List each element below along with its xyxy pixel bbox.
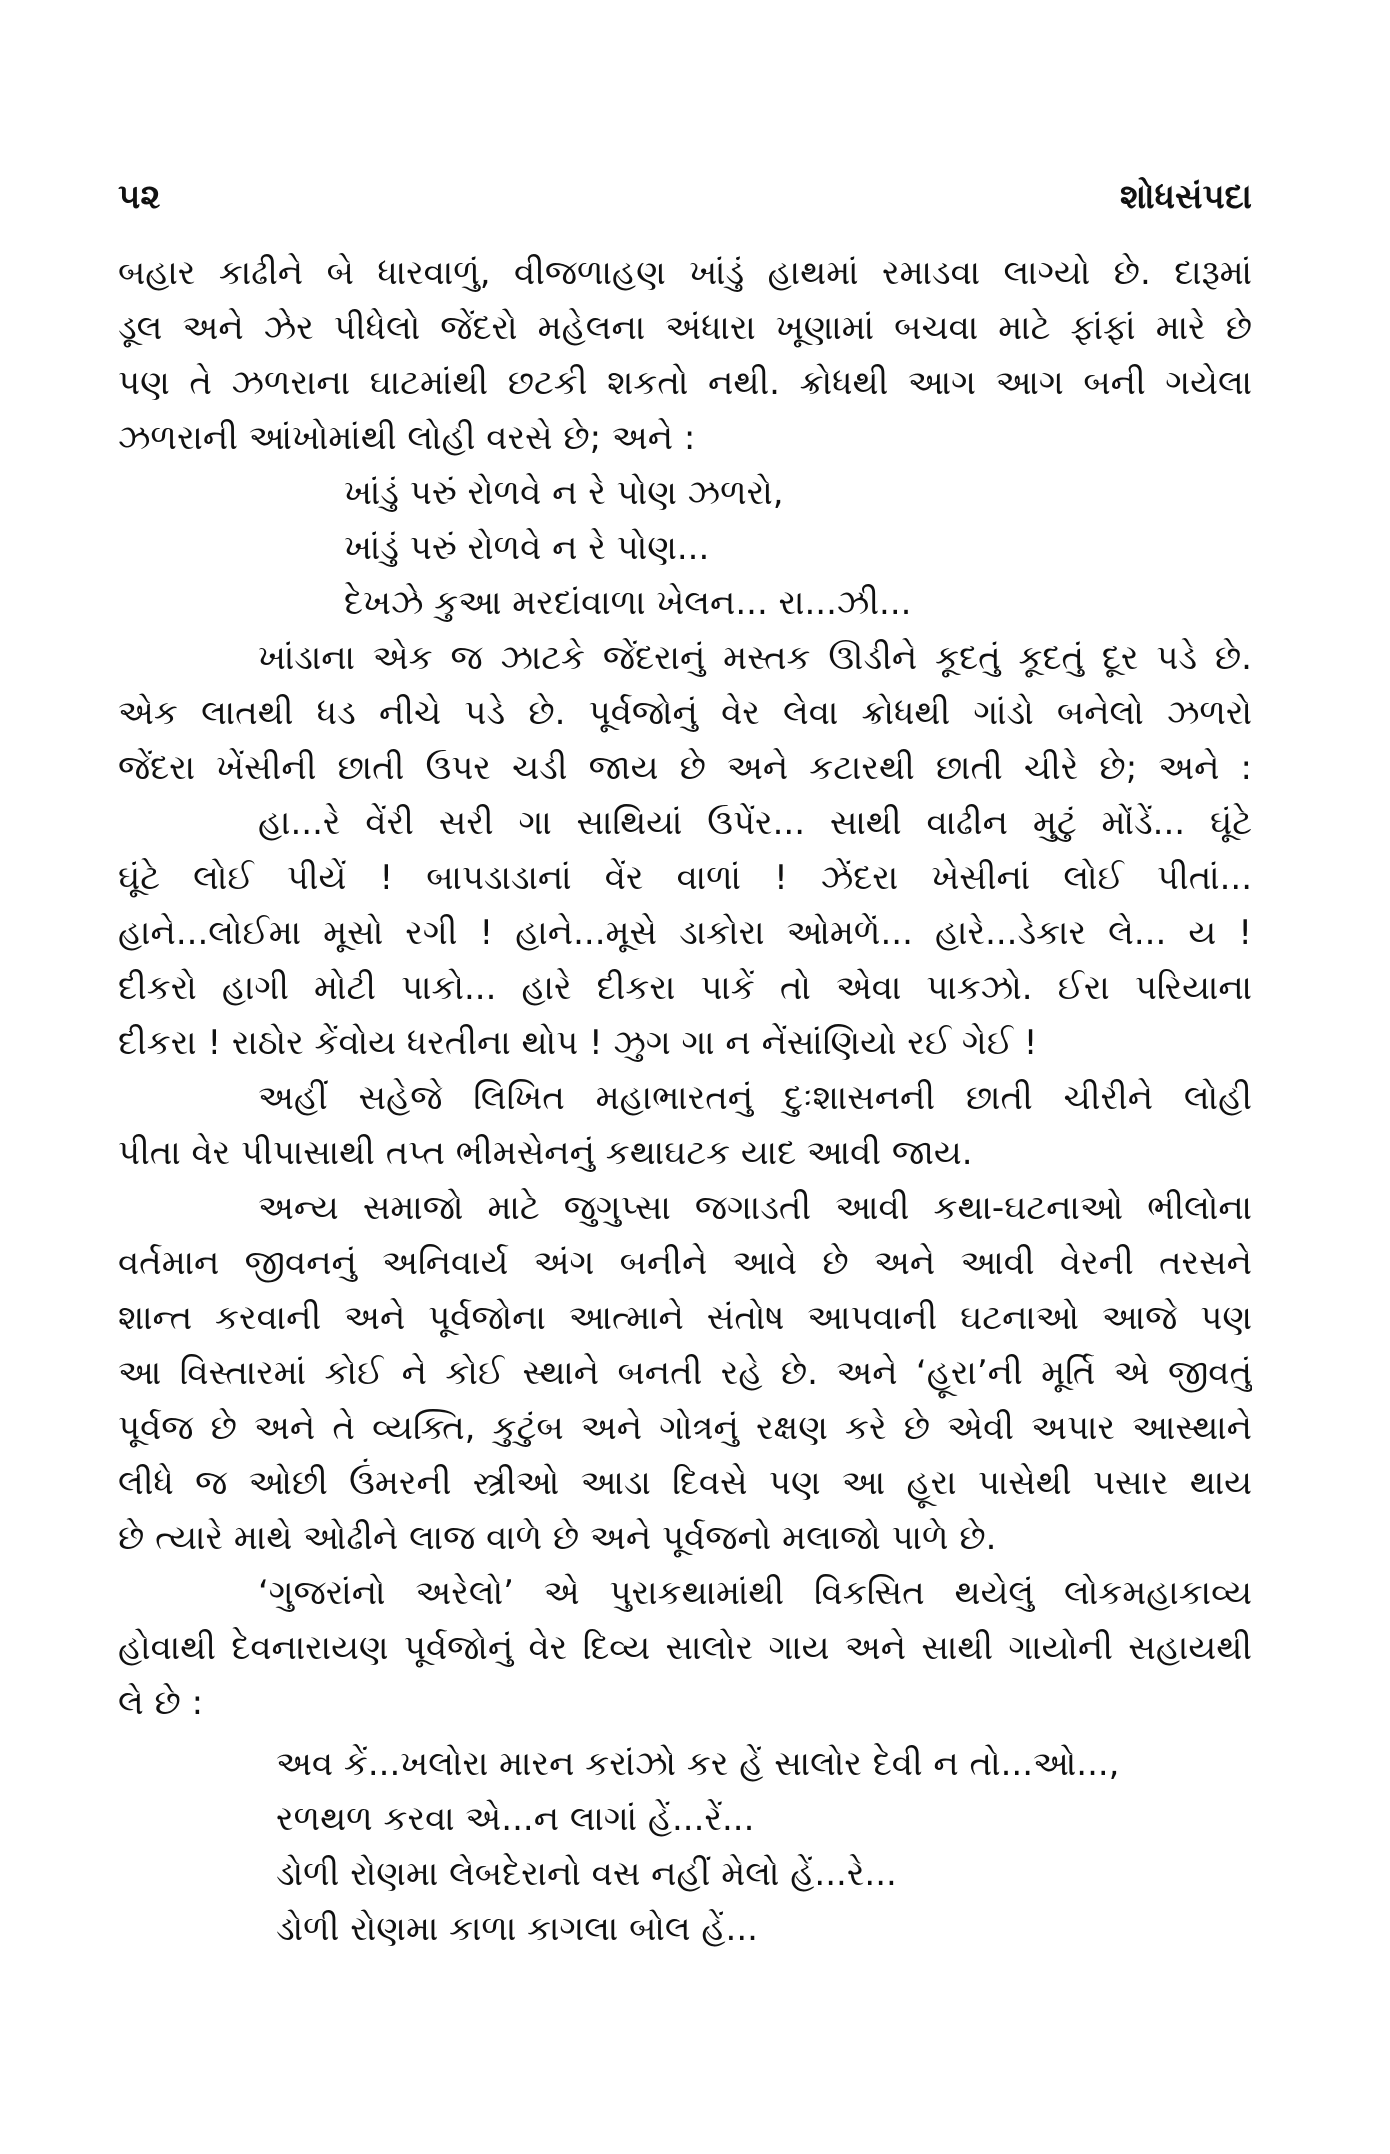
text-line: દીકરો હાગી મોટી પાકો... હારે દીકરા પાકેં તો એવા પાકઝો. ઈરા પરિયાના [118,968,1252,1008]
verse-block-1 [118,466,1252,631]
text-line: આ વિસ્તારમાં કોઈ ને કોઈ સ્થાને બનતી રહે છે. અને ‘હૂરા’ની મૂર્તિ એ જીવતું [118,1353,1252,1393]
text-line: ખાંડાના એક જ ઝાટકે જેંદરાનું મસ્તક ઊડીને કૂદતું કૂદતું દૂર પડે છે. [258,638,1252,678]
text-line: જેંદરા ખેંસીની છાતી ઉપર ચડી જાય છે અને કટારથી છાતી ચીરે છે; અને : [118,748,1252,788]
verse-line: રળથળ કરવા એ...ન લાગાં હેં...રેં... [276,1799,755,1839]
paragraph-1 [118,246,1252,466]
text-line: અહીં સહેજે લિખિત મહાભારતનું દુઃશાસનની છાતી ચીરીને લોહી [258,1078,1252,1118]
text-line: છે ત્યારે માથે ઓઢીને લાજ વાળે છે અને પૂર્વજનો મલાજો પાળે છે. [118,1518,997,1558]
verse-line: ડોળી રોણમા કાળા કાગલા બોલ હેં... [276,1909,758,1949]
verse-line: ખાંડું પરું રોળવે ન રે પોણ ઝળરો, [344,473,784,513]
text-line: હાને...લોઈમા મૂસો રગી ! હાને...મૂસે ડાકોરા ઓમળેં... હારે...ડેકાર લે... ય ! [118,913,1252,953]
paragraph-6 [118,1566,1252,1731]
text-line: એક લાતથી ધડ નીચે પડે છે. પૂર્વજોનું વેર લેવા ક્રોધથી ગાંડો બનેલો ઝળરો [118,693,1252,733]
text-line: લે છે : [118,1683,204,1723]
dialect-quote [118,796,1252,1071]
text-line: પીતા વેર પીપાસાથી તપ્ત ભીમસેનનું કથાઘટક યાદ આવી જાય. [118,1133,973,1173]
verse-line: દેખઝે કુઆ મરદાંવાળા ખેલન... રા...ઝી... [344,583,912,623]
page-header [118,172,1252,222]
text-line: ઝળરાની આંખોમાંથી લોહી વરસે છે; અને : [118,418,696,458]
text-line: અન્ય સમાજો માટે જુગુપ્સા જગાડતી આવી કથા-ઘટનાઓ ભીલોના [258,1188,1252,1228]
text-line: લીધે જ ઓછી ઉંમરની સ્ત્રીઓ આડા દિવસે પણ આ હૂરા પાસેથી પસાર થાય [118,1463,1252,1503]
paragraph-2 [118,631,1252,796]
text-line: બહાર કાઢીને બે ધારવાળું, વીજળાહણ ખાંડું હાથમાં રમાડવા લાગ્યો છે. દારૂમાં [118,253,1252,293]
text-line: પૂર્વજ છે અને તે વ્યક્તિ, કુટુંબ અને ગોત્રનું રક્ષણ કરે છે એવી અપાર આસ્થાને [118,1408,1252,1448]
verse-line: ખાંડું પરું રોળવે ન રે પોણ... [344,528,710,568]
text-line: હોવાથી દેવનારાયણ પૂર્વજોનું વેર દિવ્ય સાલોર ગાય અને સાથી ગાયોની સહાયથી [118,1628,1252,1668]
text-line: વર્તમાન જીવનનું અનિવાર્ય અંગ બનીને આવે છે અને આવી વેરની તરસને [118,1243,1252,1283]
text-line: શાન્ત કરવાની અને પૂર્વજોના આત્માને સંતોષ આપવાની ઘટનાઓ આજે પણ [118,1298,1252,1338]
text-line: હા...રે વેંરી સરી ગા સાથિયાં ઉપેંર... સાથી વાઢીન મુટું મોંડેં... ઘૂંટે [258,803,1252,843]
text-line: ‘ગુજરાંનો અરેલો’ એ પુરાકથામાંથી વિકસિત થયેલું લોકમહાકાવ્ય [258,1573,1252,1613]
verse-line: ડોળી રોણમા લેબદેરાનો વસ નહીં મેલો હેં...રે... [276,1854,897,1894]
text-line: દીકરા ! રાઠોર કેંવોય ધરતીના થોપ ! ઝુગ ગા ન નેંસાંણિયો રઈ ગેઈ ! [118,1023,1038,1063]
verse-block-2 [118,1737,1252,1957]
paragraph-5 [118,1181,1252,1566]
text-line: ડૂલ અને ઝેર પીધેલો જેંદરો મહેલના અંધારા ખૂણામાં બચવા માટે ફાંફાં મારે છે [118,308,1252,348]
text-line: ઘૂંટે લોઈ પીયેં ! બાપડાડાનાં વેંર વાળાં ! ઝેંદરા ખેસીનાં લોઈ પીતાં... [118,858,1252,898]
verse-line: અવ કેં...ખલોરા મારન કરાંઝો કર હેં સાલોર દેવી ન તો...ઓ..., [276,1744,1120,1784]
running-title: શોધસંપદા [1119,177,1252,217]
page-number: ૫૨ [118,177,161,217]
text-line: પણ તે ઝળરાના ઘાટમાંથી છટકી શકતો નથી. ક્રોધથી આગ આગ બની ગયેલા [118,363,1252,403]
paragraph-4 [118,1071,1252,1181]
page-body [118,246,1252,1957]
